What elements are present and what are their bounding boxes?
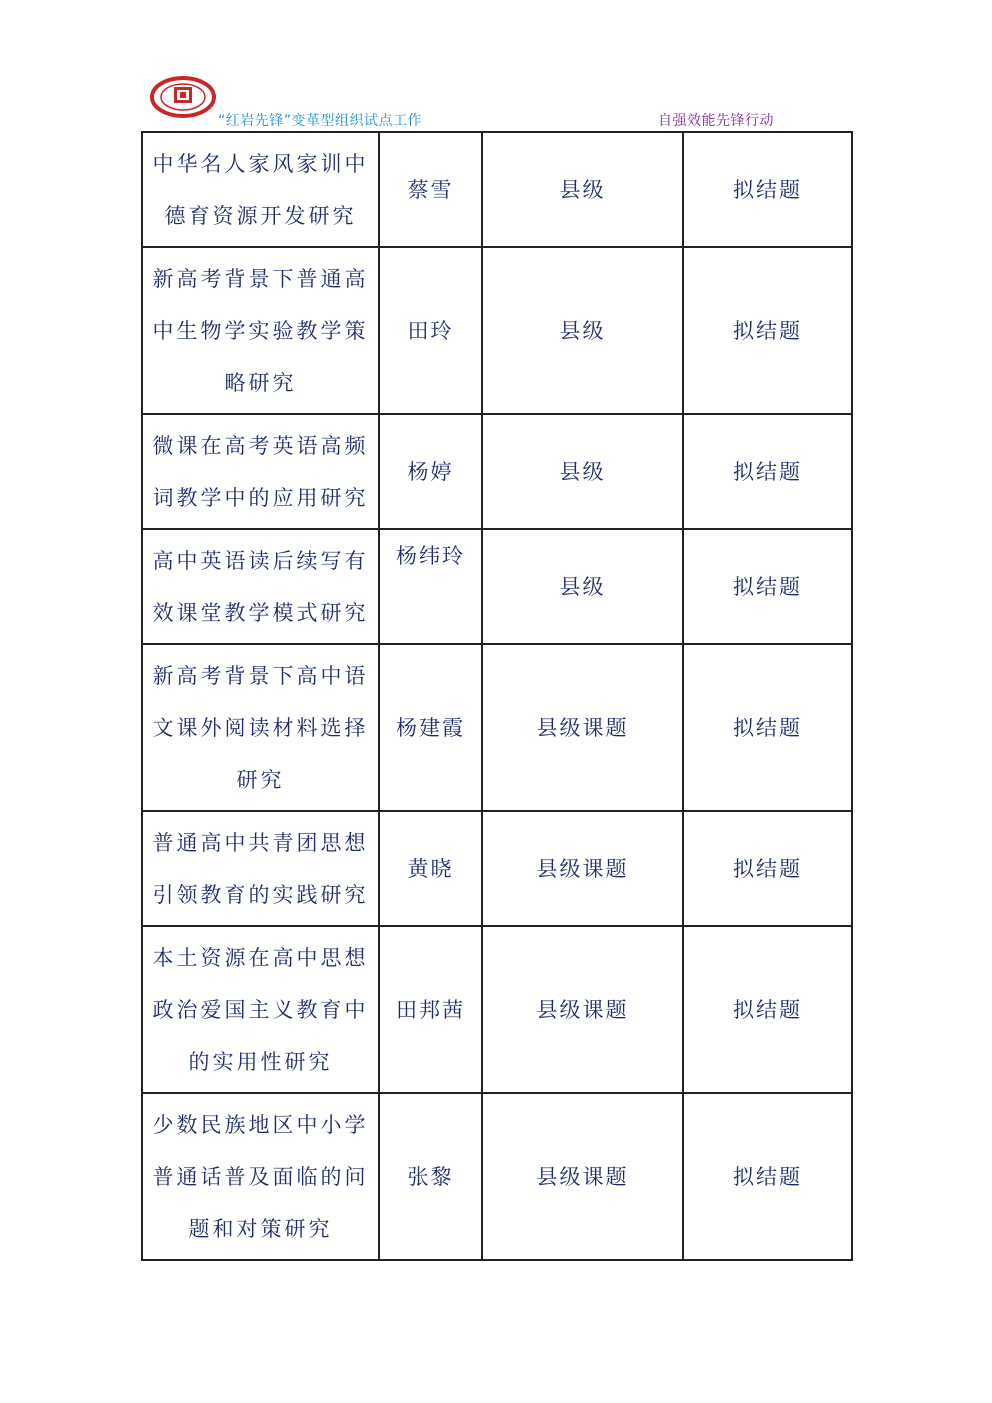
school-seal-icon bbox=[150, 76, 216, 118]
researcher-name: 杨婷 bbox=[379, 414, 482, 529]
topic-level: 县级 bbox=[482, 529, 683, 644]
table-row bbox=[142, 811, 852, 926]
researcher-name: 蔡雪 bbox=[379, 132, 482, 247]
topic-status: 拟结题 bbox=[683, 1093, 852, 1260]
topic-level: 县级 bbox=[482, 132, 683, 247]
topic-title: 普通高中共青团思想引领教育的实践研究 bbox=[142, 811, 379, 926]
topic-title: 微课在高考英语高频词教学中的应用研究 bbox=[142, 414, 379, 529]
research-topics-table bbox=[141, 131, 853, 1261]
header-project-title: “红岩先锋”变革型组织试点工作 bbox=[218, 113, 423, 129]
table-row bbox=[142, 644, 852, 811]
researcher-name: 杨纬玲 bbox=[379, 529, 482, 644]
topic-status: 拟结题 bbox=[683, 811, 852, 926]
topic-status: 拟结题 bbox=[683, 132, 852, 247]
topic-level: 县级课题 bbox=[482, 811, 683, 926]
researcher-name: 杨建霞 bbox=[379, 644, 482, 811]
header-action-title: 自强效能先锋行动 bbox=[658, 113, 774, 129]
topic-level: 县级课题 bbox=[482, 644, 683, 811]
topic-status: 拟结题 bbox=[683, 529, 852, 644]
topic-status: 拟结题 bbox=[683, 926, 852, 1093]
topic-title: 本土资源在高中思想政治爱国主义教育中的实用性研究 bbox=[142, 926, 379, 1093]
topic-status: 拟结题 bbox=[683, 644, 852, 811]
topic-title: 少数民族地区中小学普通话普及面临的问题和对策研究 bbox=[142, 1093, 379, 1260]
topic-level: 县级 bbox=[482, 414, 683, 529]
researcher-name: 张黎 bbox=[379, 1093, 482, 1260]
topic-level: 县级课题 bbox=[482, 1093, 683, 1260]
researcher-name: 田邦茜 bbox=[379, 926, 482, 1093]
table-row bbox=[142, 1093, 852, 1260]
topic-status: 拟结题 bbox=[683, 414, 852, 529]
table-row bbox=[142, 414, 852, 529]
topic-level: 县级 bbox=[482, 247, 683, 414]
topic-title: 新高考背景下高中语文课外阅读材料选择研究 bbox=[142, 644, 379, 811]
table-row bbox=[142, 247, 852, 414]
researcher-name: 田玲 bbox=[379, 247, 482, 414]
researcher-name: 黄晓 bbox=[379, 811, 482, 926]
topic-title: 新高考背景下普通高中生物学实验教学策略研究 bbox=[142, 247, 379, 414]
table-row bbox=[142, 529, 852, 644]
topic-status: 拟结题 bbox=[683, 247, 852, 414]
table-row bbox=[142, 132, 852, 247]
topic-title: 中华名人家风家训中德育资源开发研究 bbox=[142, 132, 379, 247]
topic-level: 县级课题 bbox=[482, 926, 683, 1093]
topic-title: 高中英语读后续写有效课堂教学模式研究 bbox=[142, 529, 379, 644]
table-row bbox=[142, 926, 852, 1093]
